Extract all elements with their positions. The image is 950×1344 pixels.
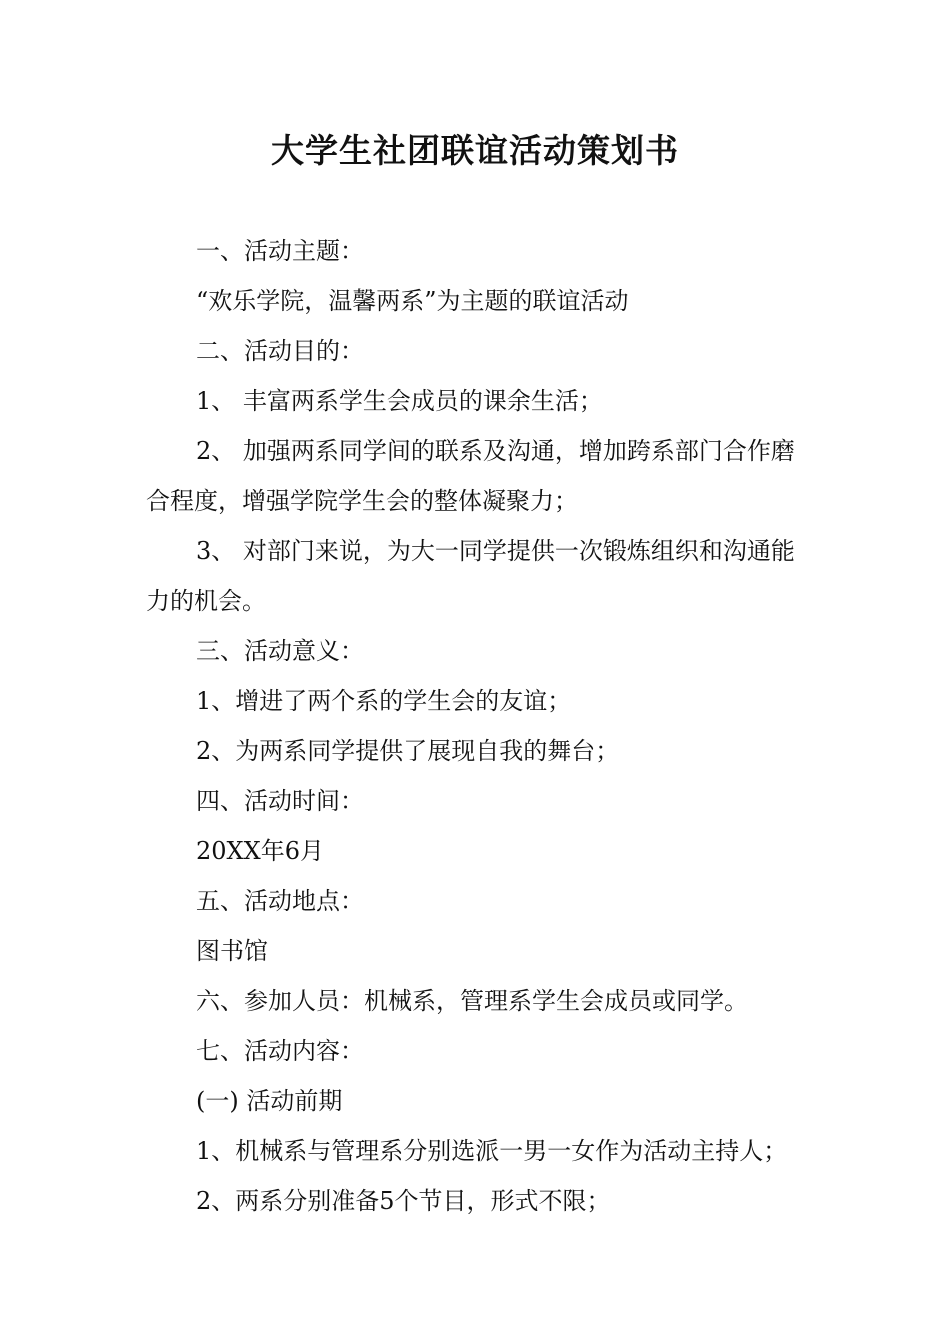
paragraph-purpose-2: 2、 加强两系同学间的联系及沟通，增加跨系部门合作磨合程度，增强学院学生会的整体凝聚力； <box>146 437 795 515</box>
heading-activity-significance: 三、活动意义： <box>196 637 364 665</box>
paragraph-content-2: 2、两系分别准备5个节目，形式不限； <box>196 1187 611 1215</box>
paragraph-purpose-1: 1、 丰富两系学生会成员的课余生活； <box>196 387 603 415</box>
subheading-pre-activity: (一) 活动前期 <box>196 1087 343 1115</box>
paragraph-theme-text: “欢乐学院，温馨两系”为主题的联谊活动 <box>196 287 629 315</box>
heading-activity-time: 四、活动时间： <box>196 787 364 815</box>
heading-activity-theme: 一、活动主题： <box>196 237 364 265</box>
heading-activity-location: 五、活动地点： <box>196 887 364 915</box>
document-title: 大学生社团联谊活动策划书 <box>271 131 679 170</box>
heading-activity-content: 七、活动内容： <box>196 1037 364 1065</box>
paragraph-significance-1: 1、增进了两个系的学生会的友谊； <box>196 687 572 715</box>
paragraph-participants: 六、参加人员：机械系，管理系学生会成员或同学。 <box>196 987 748 1015</box>
paragraph-purpose-3: 3、 对部门来说，为大一同学提供一次锻炼组织和沟通能力的机会。 <box>146 537 795 615</box>
paragraph-time: 20XX年6月 <box>196 837 324 865</box>
paragraph-location: 图书馆 <box>196 937 268 965</box>
heading-activity-purpose: 二、活动目的： <box>196 337 364 365</box>
document-body <box>146 226 810 1226</box>
paragraph-significance-2: 2、为两系同学提供了展现自我的舞台； <box>196 737 620 765</box>
paragraph-content-1: 1、机械系与管理系分别选派一男一女作为活动主持人； <box>196 1137 788 1165</box>
